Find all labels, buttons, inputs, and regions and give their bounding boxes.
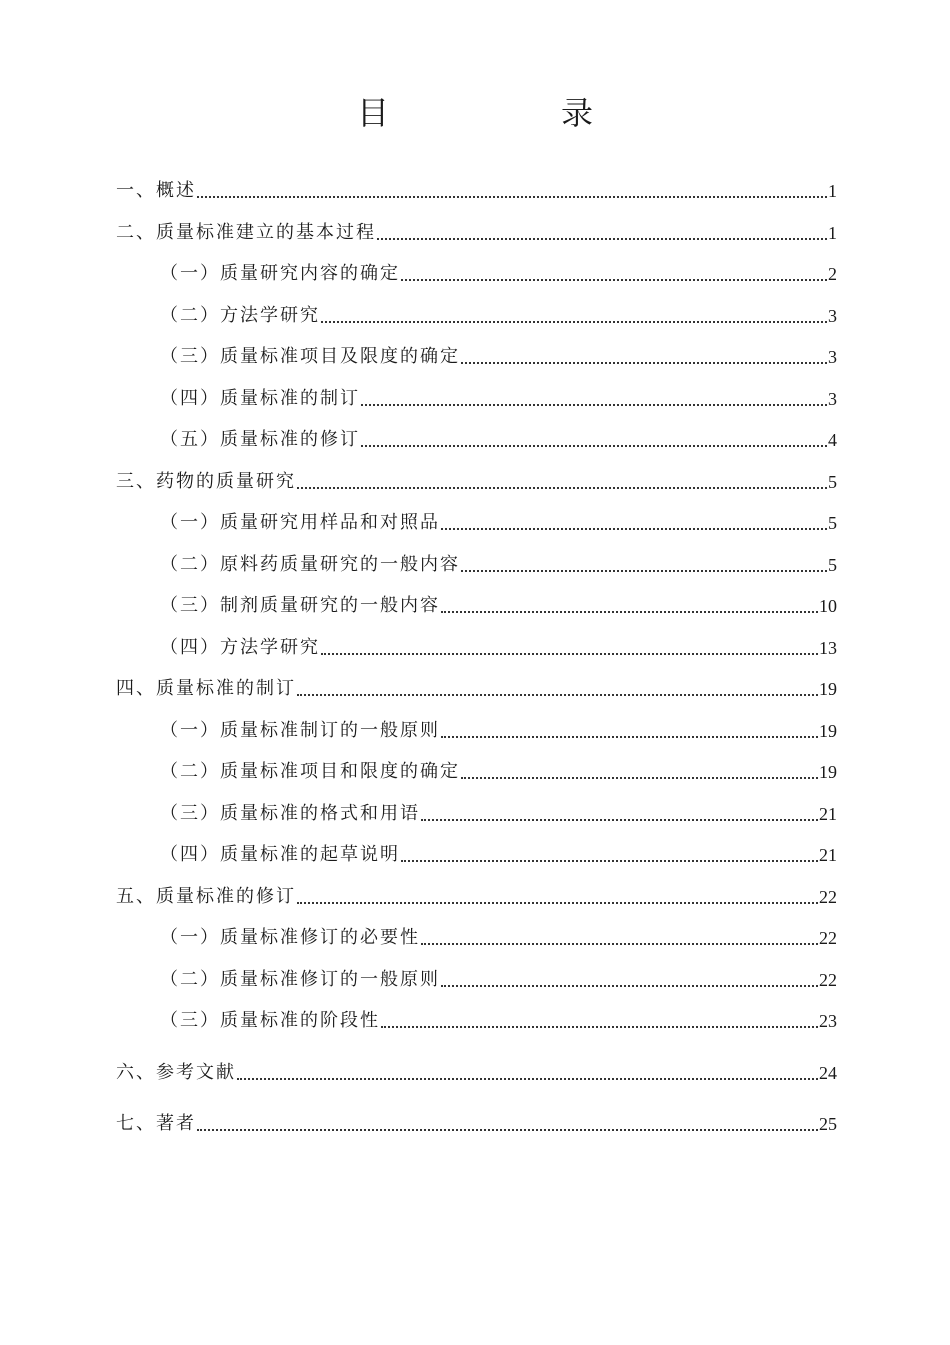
toc-entry-page: 22	[819, 970, 837, 990]
toc-entry-label: （二）方法学研究	[160, 305, 320, 326]
toc-entry-label: 二、质量标准建立的基本过程	[116, 222, 376, 243]
toc-dot-leader	[361, 445, 827, 447]
toc-dot-leader	[441, 611, 818, 613]
toc-entry[interactable]	[160, 966, 837, 994]
toc-entry[interactable]	[116, 468, 837, 496]
toc-entry-label: （三）制剂质量研究的一般内容	[160, 595, 440, 616]
toc-entry-label: （三）质量标准的格式和用语	[160, 803, 420, 824]
toc-entry-page: 24	[819, 1063, 837, 1083]
toc-entry-label: （一）质量标准制订的一般原则	[160, 720, 440, 741]
toc-entry-page: 22	[819, 887, 837, 907]
toc-entry[interactable]	[116, 219, 837, 247]
toc-entry[interactable]	[160, 260, 837, 288]
toc-entry[interactable]	[160, 509, 837, 537]
toc-dot-leader	[421, 819, 818, 821]
toc-entry-label: （四）方法学研究	[160, 637, 320, 658]
toc-entry[interactable]	[160, 592, 837, 620]
toc-entry[interactable]	[116, 1110, 837, 1138]
toc-entry[interactable]	[160, 758, 837, 786]
toc-entry-page: 21	[819, 804, 837, 824]
toc-entry-page: 22	[819, 928, 837, 948]
toc-entry-label: （二）质量标准项目和限度的确定	[160, 761, 460, 782]
toc-entry[interactable]	[160, 385, 837, 413]
toc-dot-leader	[461, 777, 818, 779]
toc-entry[interactable]	[160, 800, 837, 828]
toc-entry-label: （四）质量标准的制订	[160, 388, 360, 409]
toc-entry-label: 五、质量标准的修订	[116, 886, 296, 907]
toc-entry-page: 19	[819, 762, 837, 782]
toc-entry-label: 四、质量标准的制订	[116, 678, 296, 699]
toc-dot-leader	[321, 653, 818, 655]
toc-entry-page: 19	[819, 721, 837, 741]
toc-entry-page: 10	[819, 596, 837, 616]
toc-entry-page: 5	[828, 472, 837, 492]
toc-entry[interactable]	[160, 551, 837, 579]
toc-entry-label: 七、著者	[116, 1113, 196, 1134]
toc-entry[interactable]	[160, 717, 837, 745]
toc-entry-label: （一）质量研究内容的确定	[160, 263, 400, 284]
toc-entry-label: 一、概述	[116, 180, 196, 201]
toc-entry-page: 5	[828, 555, 837, 575]
toc-entry[interactable]	[160, 302, 837, 330]
toc-entry-page: 13	[819, 638, 837, 658]
toc-entry-label: （三）质量标准的阶段性	[160, 1010, 380, 1031]
toc-dot-leader	[461, 362, 827, 364]
toc-entry-page: 5	[828, 513, 837, 533]
toc-dot-leader	[461, 570, 827, 572]
toc-dot-leader	[441, 985, 818, 987]
toc-entry-page: 3	[828, 389, 837, 409]
toc-entry[interactable]	[160, 841, 837, 869]
toc-entry-label: （四）质量标准的起草说明	[160, 844, 400, 865]
toc-dot-leader	[297, 487, 827, 489]
toc-entry[interactable]	[160, 426, 837, 454]
toc-entry-label: （五）质量标准的修订	[160, 429, 360, 450]
toc-entry[interactable]	[116, 883, 837, 911]
toc-entry-page: 25	[819, 1114, 837, 1134]
toc-dot-leader	[421, 943, 818, 945]
toc-dot-leader	[361, 404, 827, 406]
toc-dot-leader	[441, 528, 827, 530]
toc-entry[interactable]	[116, 177, 837, 205]
toc-entry[interactable]	[160, 343, 837, 371]
toc-entry-page: 21	[819, 845, 837, 865]
toc-entry-page: 1	[828, 223, 837, 243]
toc-entry-label: （一）质量标准修订的必要性	[160, 927, 420, 948]
toc-entry[interactable]	[160, 634, 837, 662]
toc-entry-page: 2	[828, 264, 837, 284]
toc-dot-leader	[401, 279, 827, 281]
toc-entry-label: （二）质量标准修订的一般原则	[160, 969, 440, 990]
toc-entry[interactable]	[116, 1059, 837, 1087]
toc-entry-page: 19	[819, 679, 837, 699]
toc-dot-leader	[441, 736, 818, 738]
toc-dot-leader	[321, 321, 827, 323]
toc-entry-page: 1	[828, 181, 837, 201]
toc-entry[interactable]	[160, 924, 837, 952]
toc-dot-leader	[297, 694, 818, 696]
toc-entry-label: （二）原料药质量研究的一般内容	[160, 554, 460, 575]
toc-entry-label: （三）质量标准项目及限度的确定	[160, 346, 460, 367]
toc-dot-leader	[237, 1078, 818, 1080]
toc-entry-page: 3	[828, 306, 837, 326]
toc-entry[interactable]	[116, 675, 837, 703]
toc-entry-label: 三、药物的质量研究	[116, 471, 296, 492]
toc-dot-leader	[381, 1026, 818, 1028]
toc-dot-leader	[377, 238, 827, 240]
toc-dot-leader	[197, 1129, 818, 1131]
toc-entry-page: 3	[828, 347, 837, 367]
toc-dot-leader	[401, 860, 818, 862]
toc-entry-label: （一）质量研究用样品和对照品	[160, 512, 440, 533]
toc-entry-page: 4	[828, 430, 837, 450]
toc-entry-label: 六、参考文献	[116, 1062, 236, 1083]
toc-dot-leader	[197, 196, 827, 198]
toc-dot-leader	[297, 902, 818, 904]
page-title: 目 录	[356, 94, 663, 132]
toc-entry[interactable]	[160, 1007, 837, 1035]
toc-entry-page: 23	[819, 1011, 837, 1031]
